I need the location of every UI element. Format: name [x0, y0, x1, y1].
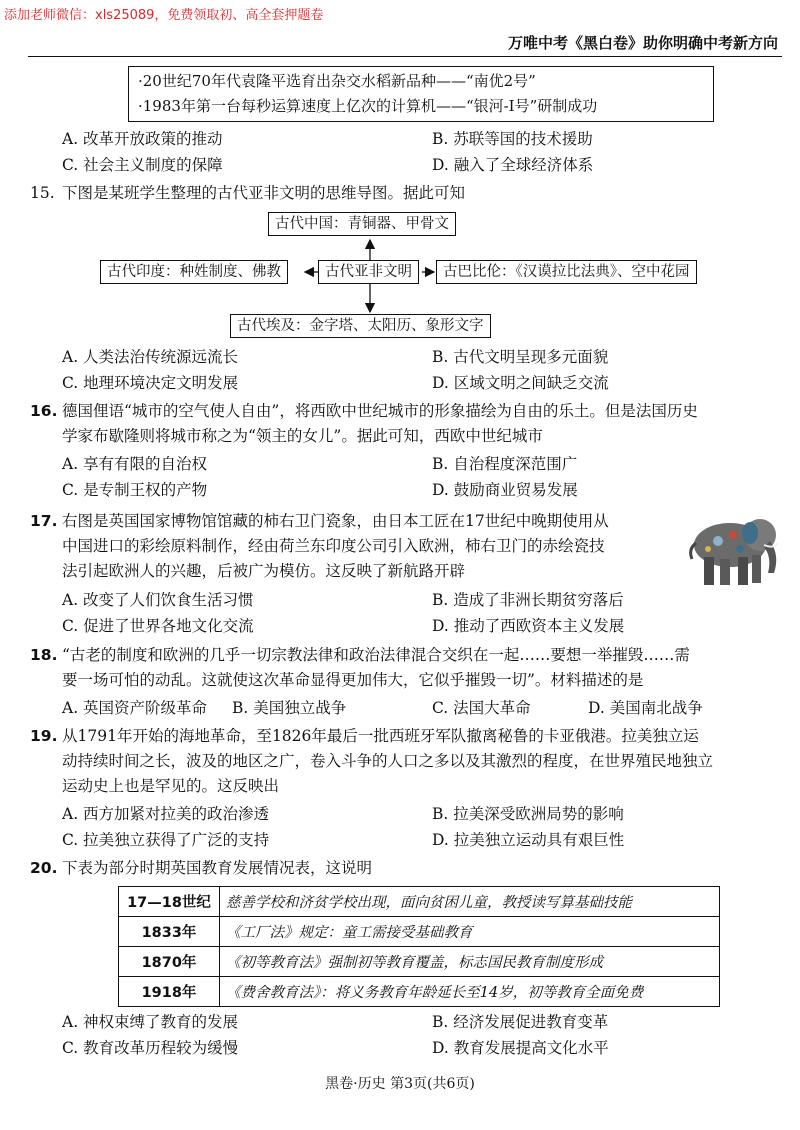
- q20-option-d[interactable]: D. 教育发展提高文化水平: [432, 1039, 609, 1057]
- mindmap-bottom-box: 古代埃及：金字塔、太阳历、象形文字: [230, 314, 491, 338]
- q16-option-b[interactable]: B. 自治程度深范围广: [432, 455, 578, 473]
- table-row: [119, 917, 720, 947]
- q18-stem-line-1: “古老的制度和欧洲的几乎一切宗教法律和政治法律混合交织在一起……要想一举摧毁……需: [62, 646, 690, 664]
- q16-stem-line-1: 德国俚语“城市的空气使人自由”，将西欧中世纪城市的形象描绘为自由的乐土。但是法国历史: [62, 402, 698, 420]
- table-content-cell: 慈善学校和济贫学校出现，面向贫困儿童，教授读写算基础技能: [220, 887, 720, 917]
- q17-option-d[interactable]: D. 推动了西欧资本主义发展: [432, 617, 625, 635]
- q20-option-b[interactable]: B. 经济发展促进教育变革: [432, 1013, 609, 1031]
- q15-stem: 下图是某班学生整理的古代亚非文明的思维导图。据此可知: [62, 184, 466, 202]
- q15-option-b[interactable]: B. 古代文明呈现多元面貌: [432, 348, 609, 366]
- q18-option-b[interactable]: B. 美国独立战争: [232, 699, 347, 717]
- q16-option-a[interactable]: A. 享有有限的自治权: [62, 455, 208, 473]
- table-row: [119, 947, 720, 977]
- table-content-cell: 《初等教育法》强制初等教育覆盖，标志国民教育制度形成: [220, 947, 720, 977]
- q19-stem-line-1: 从1791年开始的海地革命，至1826年最后一批西班牙军队撤离秘鲁的卡亚俄港。拉美独立运: [62, 727, 699, 745]
- q20-stem: 下表为部分时期英国教育发展情况表，这说明: [62, 859, 373, 877]
- q19-stem-line-2: 动持续时间之长，波及的地区之广，卷入斗争的人口之多以及其激烈的程度，在世界殖民地独立: [62, 752, 714, 770]
- q20-option-a[interactable]: A. 神权束缚了教育的发展: [62, 1013, 239, 1031]
- table-content-cell: 《费舍教育法》：将义务教育年龄延长至14岁，初等教育全面免费: [220, 977, 720, 1007]
- table-year-cell: 1833年: [119, 917, 220, 947]
- q19-option-a[interactable]: A. 西方加紧对拉美的政治渗透: [62, 805, 270, 823]
- watermark-text: 添加老师微信：xls25089，免费领取初、高全套押题卷: [4, 8, 324, 23]
- table-year-cell: 17—18世纪: [119, 887, 220, 917]
- q19-option-b[interactable]: B. 拉美深受欧洲局势的影响: [432, 805, 624, 823]
- mindmap-center-box: 古代亚非文明: [318, 260, 419, 284]
- q19-stem-line-3: 运动史上也是罕见的。这反映出: [62, 777, 280, 795]
- education-table: [118, 886, 720, 1007]
- q14-option-c[interactable]: C. 社会主义制度的保障: [62, 156, 223, 174]
- q17-stem-line-2: 中国进口的彩绘原料制作，经由荷兰东印度公司引入欧洲，柿右卫门的赤绘瓷技: [62, 537, 605, 555]
- q15-option-d[interactable]: D. 区域文明之间缺乏交流: [432, 374, 609, 392]
- q14-option-b[interactable]: B. 苏联等国的技术援助: [432, 130, 593, 148]
- table-row: [119, 887, 720, 917]
- q16-stem-line-2: 学家布歇隆则将城市称之为“领主的女儿”。据此可知，西欧中世纪城市: [62, 427, 543, 445]
- q19-option-d[interactable]: D. 拉美独立运动具有艰巨性: [432, 831, 625, 849]
- q17-option-b[interactable]: B. 造成了非洲长期贫穷落后: [432, 591, 624, 609]
- q15-number: 15.: [30, 184, 55, 202]
- q17-stem-line-1: 右图是英国国家博物馆馆藏的柿右卫门瓷象，由日本工匠在17世纪中晚期使用从: [62, 512, 609, 530]
- mindmap-right-box: 古巴比伦：《汉谟拉比法典》、空中花园: [436, 260, 697, 284]
- q14-material-line-2: ·1983年第一台每秒运算速度上亿次的计算机——“银河-I号”研制成功: [138, 97, 598, 115]
- q16-number: 16.: [30, 402, 58, 420]
- q18-option-c[interactable]: C. 法国大革命: [432, 699, 531, 717]
- table-year-cell: 1870年: [119, 947, 220, 977]
- table-year-cell: 1918年: [119, 977, 220, 1007]
- q18-stem-line-2: 要一场可怕的动乱。这就使这次革命显得更加伟大，它似乎摧毁一切”。材料描述的是: [62, 671, 644, 689]
- table-content-cell: 《工厂法》规定：童工需接受基础教育: [220, 917, 720, 947]
- q15-option-c[interactable]: C. 地理环境决定文明发展: [62, 374, 239, 392]
- mindmap-left-box: 古代印度：种姓制度、佛教: [100, 260, 288, 284]
- q17-option-c[interactable]: C. 促进了世界各地文化交流: [62, 617, 254, 635]
- q20-number: 20.: [30, 859, 58, 877]
- q20-option-c[interactable]: C. 教育改革历程较为缓慢: [62, 1039, 239, 1057]
- q16-option-c[interactable]: C. 是专制王权的产物: [62, 481, 208, 499]
- mindmap-top-box: 古代中国：青铜器、甲骨文: [268, 212, 456, 236]
- porcelain-elephant-image: [678, 505, 786, 593]
- page-header: 万唯中考《黑白卷》助你明确中考新方向: [507, 34, 778, 52]
- q17-option-a[interactable]: A. 改变了人们饮食生活习惯: [62, 591, 254, 609]
- q18-option-d[interactable]: D. 美国南北战争: [588, 699, 703, 717]
- q14-option-a[interactable]: A. 改革开放政策的推动: [62, 130, 223, 148]
- page-footer: 黑卷·历史 第3页(共6页): [325, 1076, 475, 1092]
- q16-option-d[interactable]: D. 鼓励商业贸易发展: [432, 481, 578, 499]
- q19-option-c[interactable]: C. 拉美独立获得了广泛的支持: [62, 831, 270, 849]
- q18-option-a[interactable]: A. 英国资产阶级革命: [62, 699, 208, 717]
- q17-stem-line-3: 法引起欧洲人的兴趣，后被广为模仿。这反映了新航路开辟: [62, 562, 466, 580]
- q19-number: 19.: [30, 727, 58, 745]
- q15-option-a[interactable]: A. 人类法治传统源远流长: [62, 348, 239, 366]
- q14-option-d[interactable]: D. 融入了全球经济体系: [432, 156, 594, 174]
- q14-material-line-1: ·20世纪70年代袁隆平选育出杂交水稻新品种——“南优2号”: [138, 72, 536, 90]
- table-row: [119, 977, 720, 1007]
- q17-number: 17.: [30, 512, 58, 530]
- q18-number: 18.: [30, 646, 58, 664]
